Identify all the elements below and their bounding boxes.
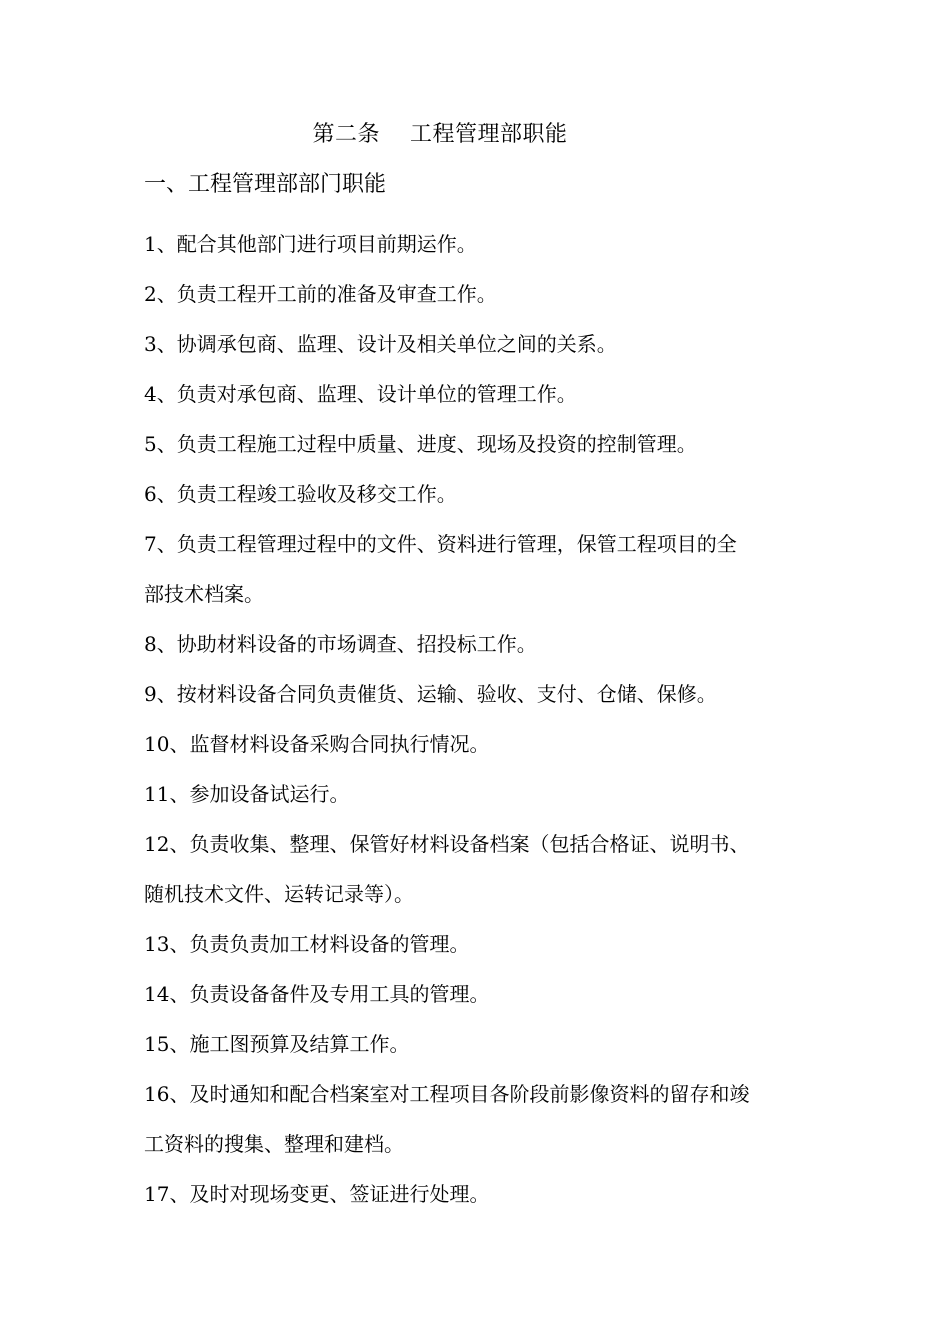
- list-item-text: 14、负责设备备件及专用工具的管理。: [144, 982, 490, 1006]
- list-item: [144, 1019, 824, 1069]
- list-item-text: 7、负责工程管理过程中的文件、资料进行管理，保管工程项目的全: [144, 532, 737, 556]
- list-item: [144, 669, 824, 719]
- list-item: [144, 719, 824, 769]
- list-item-continuation: 工资料的搜集、整理和建档。: [144, 1132, 404, 1156]
- list-item-text: 6、负责工程竣工验收及移交工作。: [144, 482, 457, 506]
- section-heading: 一、工程管理部部门职能: [144, 172, 387, 197]
- list-item: [144, 469, 824, 519]
- list-item-continuation: 随机技术文件、运转记录等）。: [144, 882, 414, 906]
- list-item: [144, 519, 824, 619]
- list-item-text: 1、配合其他部门进行项目前期运作。: [144, 232, 477, 256]
- list-item-continuation: 部技术档案。: [144, 582, 264, 606]
- list-item: [144, 419, 824, 469]
- list-item: [144, 219, 824, 269]
- list-item: [144, 319, 824, 369]
- list-item: [144, 1069, 824, 1169]
- list-item-text: 9、按材料设备合同负责催货、运输、验收、支付、仓储、保修。: [144, 682, 717, 706]
- list-item-text: 12、负责收集、整理、保管好材料设备档案（包括合格证、说明书、: [144, 832, 750, 856]
- list-item-text: 4、负责对承包商、监理、设计单位的管理工作。: [144, 382, 577, 406]
- list-item-text: 8、协助材料设备的市场调查、招投标工作。: [144, 632, 537, 656]
- duty-list: [144, 219, 824, 1219]
- list-item: [144, 819, 824, 919]
- list-item: [144, 769, 824, 819]
- list-item: [144, 1169, 824, 1219]
- list-item-text: 16、及时通知和配合档案室对工程项目各阶段前影像资料的留存和竣: [144, 1082, 750, 1106]
- list-item: [144, 269, 824, 319]
- list-item-text: 15、施工图预算及结算工作。: [144, 1032, 410, 1056]
- list-item-text: 11、参加设备试运行。: [144, 782, 350, 806]
- list-item-text: 10、监督材料设备采购合同执行情况。: [144, 732, 490, 756]
- list-item-text: 2、负责工程开工前的准备及审查工作。: [144, 282, 497, 306]
- list-item: [144, 619, 824, 669]
- list-item: [144, 369, 824, 419]
- article-title: 第二条 工程管理部职能: [312, 122, 568, 147]
- list-item-text: 13、负责负责加工材料设备的管理。: [144, 932, 470, 956]
- list-item: [144, 919, 824, 969]
- list-item-text: 3、协调承包商、监理、设计及相关单位之间的关系。: [144, 332, 617, 356]
- list-item: [144, 969, 824, 1019]
- list-item-text: 5、负责工程施工过程中质量、进度、现场及投资的控制管理。: [144, 432, 697, 456]
- list-item-text: 17、及时对现场变更、签证进行处理。: [144, 1182, 490, 1206]
